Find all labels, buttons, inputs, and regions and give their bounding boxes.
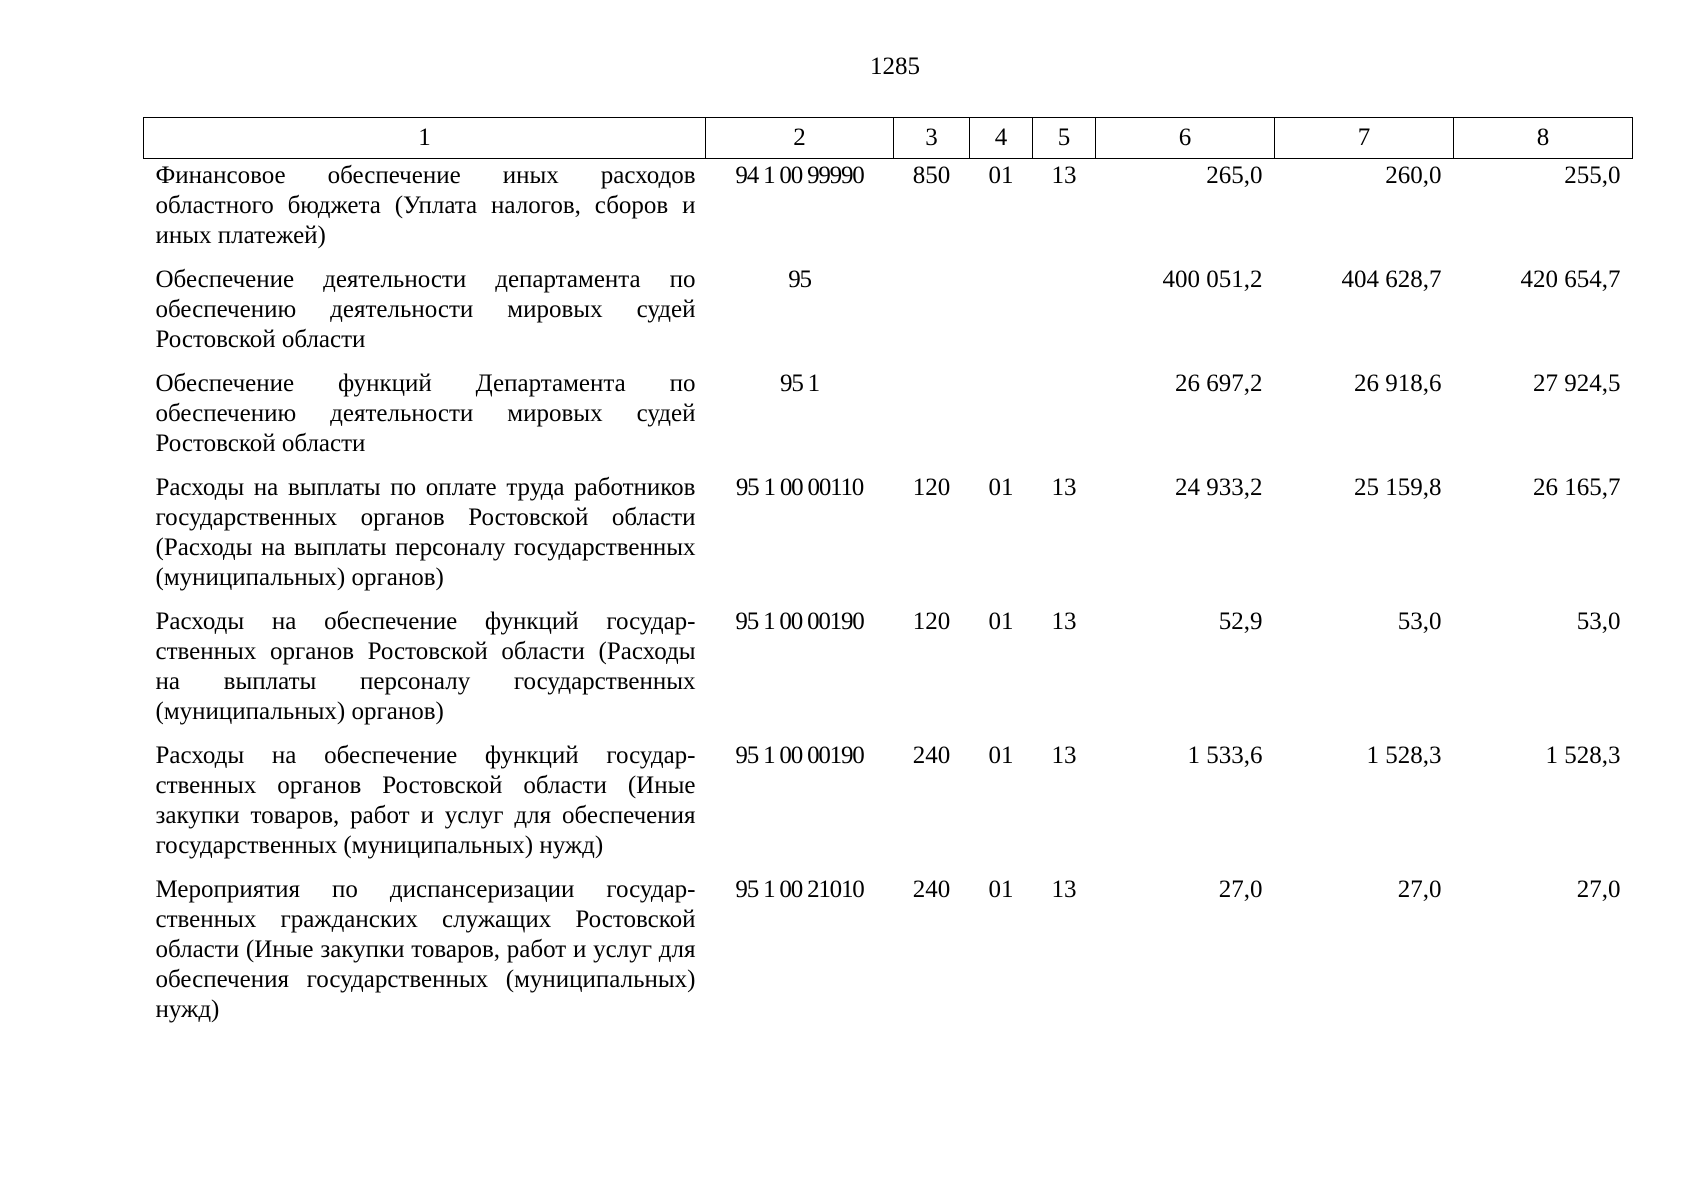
budget-table: [143, 117, 1633, 1025]
row-col4: 01: [988, 608, 1014, 635]
table-header-row: [144, 118, 1633, 159]
row-value-8: 27,0: [1576, 876, 1621, 903]
row-value-6: 265,0: [1206, 162, 1263, 189]
row-col3: [894, 355, 970, 459]
row-col5: 13: [1051, 608, 1077, 635]
row-col4: 01: [988, 474, 1014, 501]
row-value-7: 260,0: [1385, 162, 1442, 189]
row-col4: 01: [988, 876, 1014, 903]
row-col4: 01: [988, 742, 1014, 769]
column-header: 3: [894, 118, 970, 159]
column-header: 1: [144, 118, 706, 159]
table-row: [144, 861, 1633, 1025]
row-code: 95 1 00 00190: [735, 742, 864, 769]
row-value-8: 53,0: [1576, 608, 1621, 635]
row-value-7: 1 528,3: [1366, 742, 1442, 769]
row-code: 95 1 00 00190: [735, 608, 864, 635]
row-name: Финансовое обеспечение иных расходов областного бюджета (Уплата налогов, сборов и иных платежей): [155, 162, 696, 249]
row-col4: 01: [988, 162, 1014, 189]
row-value-7: 26 918,6: [1354, 370, 1442, 397]
row-value-6: 27,0: [1218, 876, 1263, 903]
row-code: 95 1 00 00110: [735, 474, 864, 501]
row-value-7: 27,0: [1397, 876, 1442, 903]
row-code: 95 1: [780, 370, 819, 397]
row-col5: 13: [1051, 474, 1077, 501]
row-name: Расходы на выплаты по оплате труда работников государственных органов Ростовской области (Расходы на выплаты персоналу государственных (муниципальных) органов): [155, 474, 696, 591]
table-row: [144, 459, 1633, 593]
row-value-8: 1 528,3: [1545, 742, 1621, 769]
page-number: 1285: [870, 53, 920, 80]
row-value-7: 404 628,7: [1341, 266, 1442, 293]
row-value-6: 52,9: [1218, 608, 1263, 635]
column-header: 5: [1033, 118, 1096, 159]
table-row: [144, 727, 1633, 861]
row-code: 95: [788, 266, 811, 293]
row-value-6: 24 933,2: [1175, 474, 1263, 501]
row-code: 94 1 00 99990: [735, 162, 864, 189]
row-col4: [970, 355, 1033, 459]
row-name: Обеспечение функций Департамента по обеспечению деятельности мировых судей Ростовской области: [155, 370, 696, 457]
row-col3: 240: [912, 876, 951, 903]
row-value-6: 400 051,2: [1162, 266, 1263, 293]
row-value-8: 27 924,5: [1533, 370, 1621, 397]
row-col3: 120: [912, 474, 951, 501]
row-name: Расходы на обеспечение функций государственных органов Ростовской области (Расходы на выплаты персоналу государственных (муниципальных) органов): [155, 608, 696, 725]
row-value-6: 1 533,6: [1187, 742, 1263, 769]
row-col5: 13: [1051, 162, 1077, 189]
row-code: 95 1 00 21010: [735, 876, 864, 903]
row-value-6: 26 697,2: [1175, 370, 1263, 397]
column-header: 6: [1096, 118, 1275, 159]
row-col3: 240: [912, 742, 951, 769]
row-col5: 13: [1051, 876, 1077, 903]
row-col5: [1033, 251, 1096, 355]
table-row: [144, 251, 1633, 355]
column-header: 2: [706, 118, 894, 159]
row-value-7: 53,0: [1397, 608, 1442, 635]
table-row: [144, 159, 1633, 252]
row-name: Обеспечение деятельности департамента по обеспечению деятельности мировых судей Ростовской области: [155, 266, 696, 353]
row-col3: 120: [912, 608, 951, 635]
row-name: Расходы на обеспечение функций государственных органов Ростовской области (Иные закупки товаров, работ и услуг для обеспечения государственных (муниципальных) нужд): [155, 742, 696, 859]
table-row: [144, 593, 1633, 727]
column-header: 8: [1454, 118, 1633, 159]
row-value-8: 26 165,7: [1533, 474, 1621, 501]
row-col4: [970, 251, 1033, 355]
row-col5: 13: [1051, 742, 1077, 769]
row-value-8: 420 654,7: [1520, 266, 1621, 293]
row-name: Мероприятия по диспансеризации государственных гражданских служащих Ростовской области (Иные закупки товаров, работ и услуг для обеспечения государственных (муниципальных) нужд): [155, 876, 696, 1023]
row-value-7: 25 159,8: [1354, 474, 1442, 501]
row-col3: 850: [912, 162, 951, 189]
row-value-8: 255,0: [1564, 162, 1621, 189]
table-row: [144, 355, 1633, 459]
column-header: 7: [1275, 118, 1454, 159]
row-col5: [1033, 355, 1096, 459]
column-header: 4: [970, 118, 1033, 159]
row-col3: [894, 251, 970, 355]
